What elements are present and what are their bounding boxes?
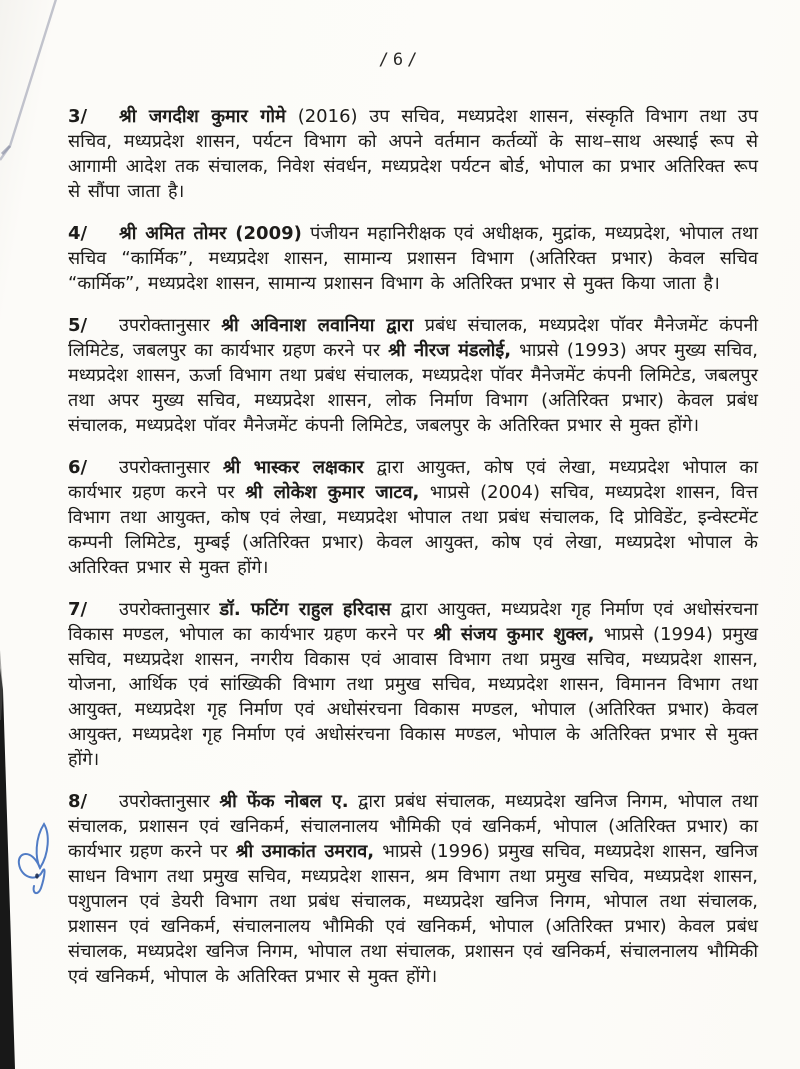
document-body <box>68 104 758 1006</box>
body-text: प्रबंध संचालक, मध्यप्रदेश पॉवर मैनेजमेंट कंपनी लिमिटेड, जबलपुर का कार्यभार ग्रहण करने पर <box>68 315 759 361</box>
officer-name: डॉ. फटिंग राहुल हरिदास <box>219 599 391 620</box>
paragraph-number: 5/ <box>68 315 88 336</box>
paragraph-number: 7/ <box>68 599 88 620</box>
scan-edge-shadow <box>0 0 26 1069</box>
paragraph-number: 8/ <box>68 791 88 812</box>
body-text: उपरोक्तानुसार <box>119 457 223 478</box>
body-text: द्वारा आयुक्त, मध्यप्रदेश गृह निर्माण एवं अधोसंरचना विकास मण्डल, भोपाल का कार्यभार ग्रहण करने पर <box>68 599 758 645</box>
officer-name: श्री जगदीश कुमार गोमे <box>119 106 286 127</box>
paragraph-8 <box>68 789 758 989</box>
officer-name: श्री संजय कुमार शुक्ल, <box>433 624 595 645</box>
body-text: उपरोक्तानुसार <box>119 315 222 336</box>
body-text: द्वारा प्रबंध संचालक, मध्यप्रदेश खनिज निगम, भोपाल तथा संचालक, प्रशासन एवं खनिकर्म, संचालनालय भौमिकी एवं खनिकर्म, भोपाल (अतिरिक्त प्रभार) का कार्यभार ग्रहण करने पर <box>68 791 758 862</box>
body-text: द्वारा आयुक्त, कोष एवं लेखा, मध्यप्रदेश भोपाल का कार्यभार ग्रहण करने पर <box>68 457 758 503</box>
body-text: पंजीयन महानिरीक्षक एवं अधीक्षक, मुद्रांक, मध्यप्रदेश, भोपाल तथा सचिव “कार्मिक”, मध्यप्रदेश शासन, सामान्य प्रशासन विभाग (अतिरिक्त प्रभार) केवल सचिव “कार्मिक”, मध्यप्रदेश शासन, सामान्य प्रशासन विभाग के अतिरिक्त प्रभार से मुक्त किया जाता है। <box>68 223 758 294</box>
handwritten-initial-mark <box>0 790 70 910</box>
paragraph-7 <box>68 597 758 772</box>
officer-name: श्री अमित तोमर (2009) <box>119 223 302 244</box>
paragraph-number: 4/ <box>68 223 88 244</box>
body-text: भाप्रसे (1996) प्रमुख सचिव, मध्यप्रदेश शासन, खनिज साधन विभाग तथा प्रमुख सचिव, मध्यप्रदेश शासन, श्रम विभाग तथा प्रमुख सचिव, मध्यप्रदेश शासन, पशुपालन एवं डेयरी विभाग तथा प्रबंध संचालक, मध्यप्रदेश खनिज निगम, भोपाल तथा संचालक, प्रशासन एवं खनिकर्म, संचालनालय भौमिकी एवं खनिकर्म, भोपाल (अतिरिक्त प्रभार) केवल प्रबंध संचालक, मध्यप्रदेश खनिज निगम, भोपाल तथा संचालक, प्रशासन एवं खनिकर्म, संचालनालय भौमिकी एवं खनिकर्म, भोपाल के अतिरिक्त प्रभार से मुक्त होंगे। <box>68 841 758 987</box>
paragraph-number: 6/ <box>68 457 88 478</box>
body-text: (2016) उप सचिव, मध्यप्रदेश शासन, संस्कृति विभाग तथा उप सचिव, मध्यप्रदेश शासन, पर्यटन विभाग को अपने वर्तमान कर्तव्यों के साथ–साथ अस्थाई रूप से आगामी आदेश तक संचालक, निवेश संवर्धन, मध्यप्रदेश पर्यटन बोर्ड, भोपाल का प्रभार अतिरिक्त रूप से सौंपा जाता है। <box>68 106 758 202</box>
body-text: भाप्रसे (1993) अपर मुख्य सचिव, मध्यप्रदेश शासन, ऊर्जा विभाग तथा प्रबंध संचालक, मध्यप्रदेश पॉवर मैनेजमेंट कंपनी लिमिटेड, जबलपुर तथा अपर मुख्य सचिव, मध्यप्रदेश शासन, लोक निर्माण विभाग (अतिरिक्त प्रभार) केवल प्रबंध संचालक, मध्यप्रदेश पॉवर मैनेजमेंट कंपनी लिमिटेड, जबलपुर के अतिरिक्त प्रभार से मुक्त होंगे। <box>68 340 758 436</box>
paragraph-6 <box>68 455 758 580</box>
body-text: भाप्रसे (2004) सचिव, मध्यप्रदेश शासन, वित्त विभाग तथा आयुक्त, कोष एवं लेखा, मध्यप्रदेश भोपाल तथा प्रबंध संचालक, दि प्रोविडेंट, इन्वेस्टमेंट कम्पनी लिमिटेड, मुम्बई (अतिरिक्त प्रभार) केवल आयुक्त, कोष एवं लेखा, मध्यप्रदेश भोपाल के अतिरिक्त प्रभार से मुक्त होंगे। <box>68 482 758 578</box>
body-text: भाप्रसे (1994) प्रमुख सचिव, मध्यप्रदेश शासन, नगरीय विकास एवं आवास विभाग तथा प्रमुख सचिव, मध्यप्रदेश शासन, योजना, आर्थिक एवं सांख्यिकी विभाग तथा प्रमुख सचिव, मध्यप्रदेश शासन, विमानन विभाग तथा आयुक्त, मध्यप्रदेश गृह निर्माण एवं अधोसंरचना विकास मण्डल, भोपाल (अतिरिक्त प्रभार) केवल आयुक्त, मध्यप्रदेश गृह निर्माण एवं अधोसंरचना विकास मण्डल, भोपाल के अतिरिक्त प्रभार से मुक्त होंगे। <box>68 624 758 770</box>
officer-name: श्री भास्कर लक्षकार <box>222 457 364 478</box>
body-text: उपरोक्तानुसार <box>119 791 220 812</box>
paragraph-3 <box>68 104 758 204</box>
paragraph-5 <box>68 313 758 438</box>
paragraph-number: 3/ <box>68 106 88 127</box>
officer-name: श्री लोकेश कुमार जाटव, <box>245 482 420 503</box>
officer-name: श्री फेंक नोबल ए. <box>219 791 349 812</box>
page-number: /6/ <box>378 50 422 70</box>
body-text: उपरोक्तानुसार <box>119 599 220 620</box>
officer-name: श्री नीरज मंडलोई, <box>388 340 512 361</box>
officer-name: श्री उमाकांत उमराव, <box>235 841 375 862</box>
paragraph-4 <box>68 221 758 296</box>
officer-name: श्री अविनाश लवानिया द्वारा <box>221 315 414 336</box>
